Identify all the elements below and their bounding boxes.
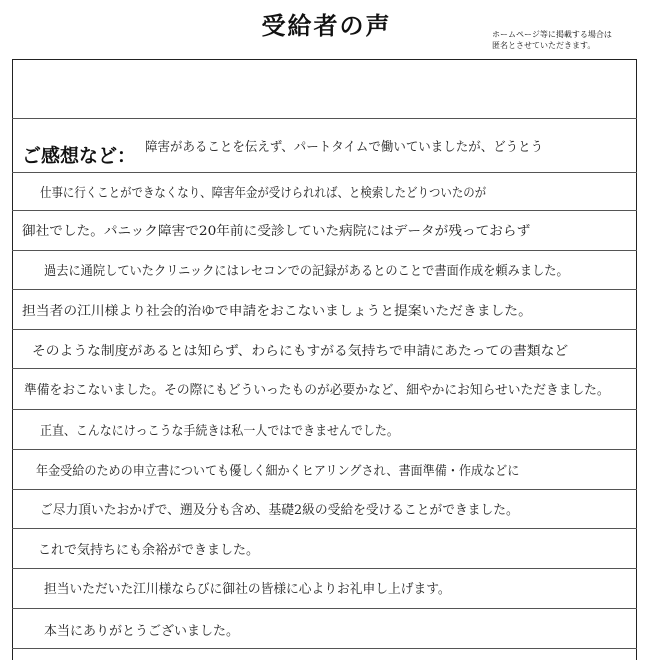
form-rule <box>12 368 637 369</box>
form-rule <box>12 608 637 609</box>
publish-note-line: ホームページ等に掲載する場合は <box>492 30 612 39</box>
form-rule <box>12 489 637 490</box>
handwritten-line: 準備をおこないました。その際にもどういったものが必要かなど、細やかにお知らせいただきました。 <box>24 383 610 398</box>
handwritten-line: 担当いただいた江川様ならびに御社の皆様に心よりお礼申し上げます。 <box>44 582 451 597</box>
form-rule <box>12 648 637 649</box>
form-rule <box>12 172 637 173</box>
form-rule <box>12 250 637 251</box>
publish-note-line: 匿名とさせていただきます。 <box>492 41 596 50</box>
handwritten-line: 過去に通院していたクリニックにはレセコンでの記録があるとのことで書面作成を頼みました。 <box>44 264 569 279</box>
handwritten-line: これで気持ちにも余裕ができました。 <box>38 543 260 558</box>
form-rule <box>12 289 637 290</box>
handwritten-line: 担当者の江川様より社会的治ゆで申請をおこないましょうと提案いただきました。 <box>22 304 532 319</box>
form-rule <box>12 528 637 529</box>
form-rule <box>12 449 637 450</box>
publish-note <box>492 29 652 51</box>
handwritten-line: 正直、こんなにけっこうな手続きは私一人ではできませんでした。 <box>40 424 399 439</box>
handwritten-line: そのような制度があるとは知らず、わらにもすがる気持ちで申請にあたっての書類など <box>32 344 569 359</box>
handwritten-line: 御社でした。パニック障害で20年前に受診していた病院にはデータが残っておらず <box>22 224 531 239</box>
form-rule <box>12 118 637 119</box>
handwritten-line: 障害があることを伝えず、パートタイムで働いていましたが、どうとう <box>145 140 544 155</box>
handwritten-line: 年金受給のための申立書についても優しく細かくヒアリングされ、書面準備・作成などに <box>36 464 520 479</box>
form-rule <box>12 409 637 410</box>
page-title: 受給者の声 <box>261 12 392 40</box>
form-rule <box>12 568 637 569</box>
handwritten-line: 仕事に行くことができなくなり、障害年金が受けられれば、と検索したどりついたのが <box>40 186 487 201</box>
form-rule <box>12 210 637 211</box>
handwritten-line: ご尽力頂いたおかげで、遡及分も含め、基礎2級の受給を受けることができました。 <box>40 503 519 518</box>
form-rule <box>12 329 637 330</box>
handwritten-line: 本当にありがとうございました。 <box>44 624 240 639</box>
comments-heading-label: ご感想など： <box>22 145 137 167</box>
